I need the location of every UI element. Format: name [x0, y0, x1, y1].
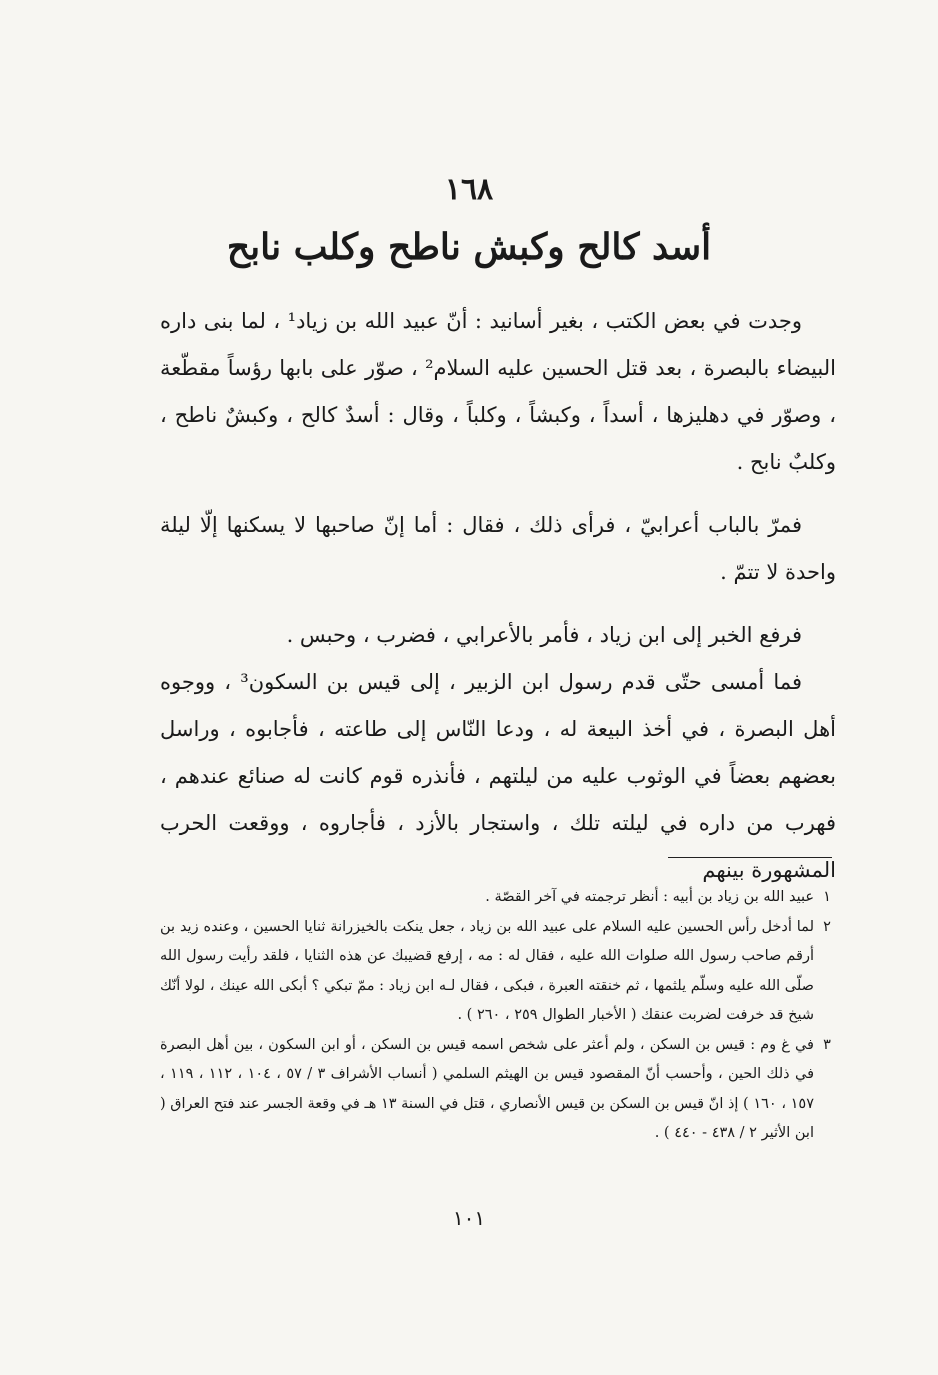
footnote-text: لما أدخل رأس الحسين عليه السلام على عبيد الله بن زياد ، جعل ينكت بالخيزرانة ثنايا الحسين ، وعنده زيد بن أرقم صاحب رسول الله صلوات الله عليه ، فقال له : مه ، إرفع قضيبك عن هذه الثنايا ، فلقد رأيت رسول الله صلّى الله عليه وسلّم يلثمها ، ثم خنقته العبرة ، فبكى ، فقال لـه ابن زياد : ممّ تبكي ؟ أبكى الله عينك ، لولا أنّك شيخ قد خرفت لضربت عنقك ( الأخبار الطوال ٢٥٩ ، ٢٦٠ ) .	[160, 918, 814, 1023]
paragraph: فمرّ بالباب أعرابيّ ، فرأى ذلك ، فقال : أما إنّ صاحبها لا يسكنها إلّا ليلة واحدة لا تتمّ .	[160, 513, 836, 584]
footnote	[160, 1031, 840, 1149]
footnote-number: ٢	[823, 918, 831, 935]
footnote	[160, 913, 840, 1031]
paragraph: فما أمسى حتّى قدم رسول ابن الزبير ، إلى قيس بن السكون³ ، ووجوه أهل البصرة ، في أخذ البيعة له ، ودعا النّاس إلى طاعته ، فأجابوه ، وراسل بعضهم بعضاً في الوثوب عليه من ليلتهم ، فأنذره قوم كانت له صنائع عندهم ، فهرب من داره في ليلته تلك ، واستجار بالأزد ، فأجاروه ، ووقعت الحرب المشهورة بينهم	[160, 670, 836, 882]
main-text	[160, 298, 836, 894]
paragraph: وجدت في بعض الكتب ، بغير أسانيد : أنّ عبيد الله بن زياد¹ ، لما بنى داره البيضاء بالبصرة ، بعد قتل الحسين عليه السلام² ، صوّر على بابها رؤساً مقطّعة ، وصوّر في دهليزها ، أسداً ، وكبشاً ، وكلباً ، وقال : أسدٌ كالح ، وكبشٌ ناطح ، وكلبٌ نابح .	[160, 309, 836, 474]
footnote-number: ٣	[823, 1036, 831, 1053]
page-number: ١٠١	[452, 1206, 486, 1230]
story-number: ١٦٨	[444, 172, 494, 207]
footnote	[160, 883, 840, 913]
footnote-text: في غ وم : قيس بن السكن ، ولم أعثر على شخص اسمه قيس بن السكن ، أو ابن السكون ، بين أهل البصرة في ذلك الحين ، وأحسب أنّ المقصود قيس بن الهيثم السلمي ( أنساب الأشراف ٣ / ٥٧ ، ١٠٤ ، ١١٢ ، ١١٩ ، ١٥٧ ، ١٦٠ ) إذ انّ قيس بن السكن بن قيس الأنصاري ، قتل في السنة ١٣ هـ في وقعة الجسر عند فتح العراق ( ابن الأثير ٢ / ٤٣٨ - ٤٤٠ ) .	[160, 1036, 815, 1141]
footnote-text: عبيد الله بن زياد بن أبيه : أنظر ترجمته في آخر القصّة .	[485, 889, 814, 905]
paragraph: فرفع الخبر إلى ابن زياد ، فأمر بالأعرابي ، فضرب ، وحبس .	[286, 623, 802, 647]
footnote-divider	[668, 857, 832, 858]
footnotes	[160, 883, 840, 1149]
footnote-number: ١	[823, 889, 831, 905]
story-title: أسد كالح وكبش ناطح وكلب نابح	[226, 226, 712, 268]
